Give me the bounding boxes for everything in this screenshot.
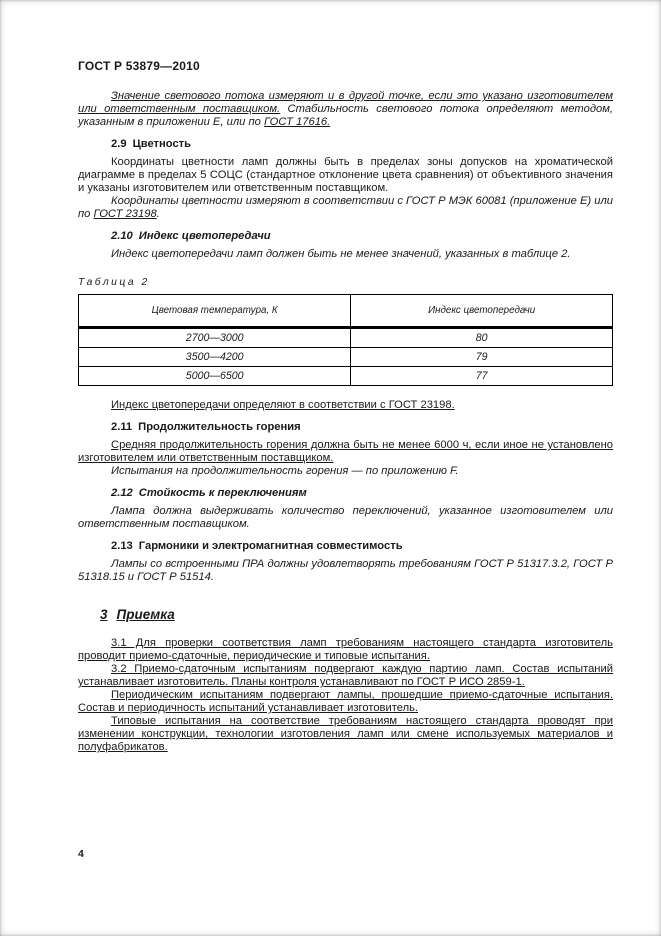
- cell-cri: 77: [351, 367, 613, 386]
- body-text-run: Координаты цветности измеряют в соответствии с ГОСТ Р МЭК 60081 (приложение Е) или по: [78, 195, 613, 220]
- gost-reference-17616: ГОСТ 17616.: [263, 116, 331, 128]
- heading-3-acceptance: [78, 607, 613, 622]
- table-row: [79, 328, 613, 348]
- section-number: 2.10: [111, 230, 133, 242]
- page-number: 4: [78, 848, 84, 860]
- heading-2-13: [78, 540, 613, 553]
- body-text-run: .: [156, 208, 160, 220]
- section-title: Приемка: [116, 607, 175, 622]
- column-header-temperature: Цветовая температура, К: [79, 295, 351, 328]
- paragraph-3-1: [78, 637, 613, 663]
- paragraph-luminous-flux: [78, 90, 613, 129]
- cell-cri: 79: [351, 348, 613, 367]
- cell-cri: 80: [351, 328, 613, 348]
- page-content: [78, 60, 613, 754]
- section-number: 2.12: [111, 487, 133, 499]
- running-header: ГОСТ Р 53879—2010: [78, 59, 200, 73]
- paragraph-switching: Лампа должна выдерживать количество переключений, указанное изготовителем или ответственным поставщиком.: [78, 505, 613, 530]
- paragraph-burning-test: Испытания на продолжительность горения — по приложению F.: [111, 465, 459, 477]
- table-cri: [78, 294, 613, 386]
- heading-2-11: [78, 421, 613, 434]
- heading-2-12: [78, 487, 613, 500]
- heading-2-9: [78, 138, 613, 151]
- underlined-run: Периодическим испытаниям подвергают лампы, прошедшие приемо-сдаточные испытания. Состав и периодичность испытаний устанавливает изготовитель.: [78, 689, 613, 714]
- paragraph-burning-life: [78, 439, 613, 465]
- section-title: Индекс цветопередачи: [138, 230, 271, 242]
- cell-temperature: 5000—6500: [79, 367, 351, 386]
- cell-temperature: 2700—3000: [79, 328, 351, 348]
- table-caption: Таблица 2: [78, 277, 150, 288]
- inserted-text-run: Значение светового потока измеряют и в другой точке, если это указано изготовителем или ответственным поставщиком.: [78, 90, 613, 115]
- paragraph-cri: Индекс цветопередачи ламп должен быть не менее значений, указанных в таблице 2.: [111, 248, 571, 260]
- underlined-run: Типовые испытания на соответствие требованиям настоящего стандарта проводят при изменении конструкции, технологии изготовления ламп или смене используемых материалов и полуфабрикатов.: [78, 715, 613, 753]
- column-header-cri: Индекс цветопередачи: [351, 295, 613, 328]
- section-number: 2.13: [111, 540, 133, 552]
- chapter-title-underline: [100, 607, 175, 622]
- section-number: 2.11: [111, 421, 133, 433]
- underlined-run: Индекс цветопередачи определяют в соответствии с ГОСТ 23198.: [111, 399, 455, 411]
- section-title: Продолжительность горения: [138, 421, 301, 433]
- table-row: [79, 367, 613, 386]
- section-title: Стойкость к переключениям: [138, 487, 307, 499]
- section-number: 3: [100, 607, 108, 622]
- gost-reference-23198: ГОСТ 23198: [93, 208, 157, 220]
- section-title: Цветность: [132, 138, 192, 150]
- paragraph-3-2: [78, 663, 613, 689]
- section-number: 2.9: [111, 138, 127, 150]
- cell-temperature: 3500—4200: [79, 348, 351, 367]
- table-header-row: [79, 295, 613, 328]
- paragraph-chromaticity: Координаты цветности ламп должны быть в пределах зоны допусков на хроматической диаграмме в пределах 5 СОЦС (стандартное отклонение цвета сравнения) от объективного значения и указаны изготовителем или ответственным поставщиком.: [78, 156, 613, 194]
- underlined-run: Средняя продолжительность горения должна быть не менее 6000 ч, если иное не установлено изготовителем или ответственным поставщиком.: [78, 439, 613, 464]
- paragraph-type-tests: [78, 715, 613, 754]
- underlined-run: 3.2 Приемо-сдаточным испытаниям подвергают каждую партию ламп. Состав испытаний устанавливает изготовитель. Планы контроля устанавливают по ГОСТ Р ИСО 2859-1.: [78, 663, 613, 688]
- heading-2-10: [78, 230, 613, 243]
- paragraph-cri-method: [78, 399, 613, 412]
- body-text-run: Стабильность светового потока определяют методом, указанным в приложении Е, или по: [78, 103, 613, 128]
- paragraph-periodic-tests: [78, 689, 613, 715]
- table-row: [79, 348, 613, 367]
- paragraph-chromaticity-measure: [78, 195, 613, 221]
- underlined-run: 3.1 Для проверки соответствия ламп требованиям настоящего стандарта изготовитель проводит приемо-сдаточные, периодические и типовые испытания.: [78, 637, 613, 662]
- paragraph-emc: Лампы со встроенными ПРА должны удовлетворять требованиям ГОСТ Р 51317.3.2, ГОСТ Р 51318.15 и ГОСТ Р 51514.: [78, 558, 613, 583]
- section-title: Гармоники и электромагнитная совместимость: [138, 540, 403, 552]
